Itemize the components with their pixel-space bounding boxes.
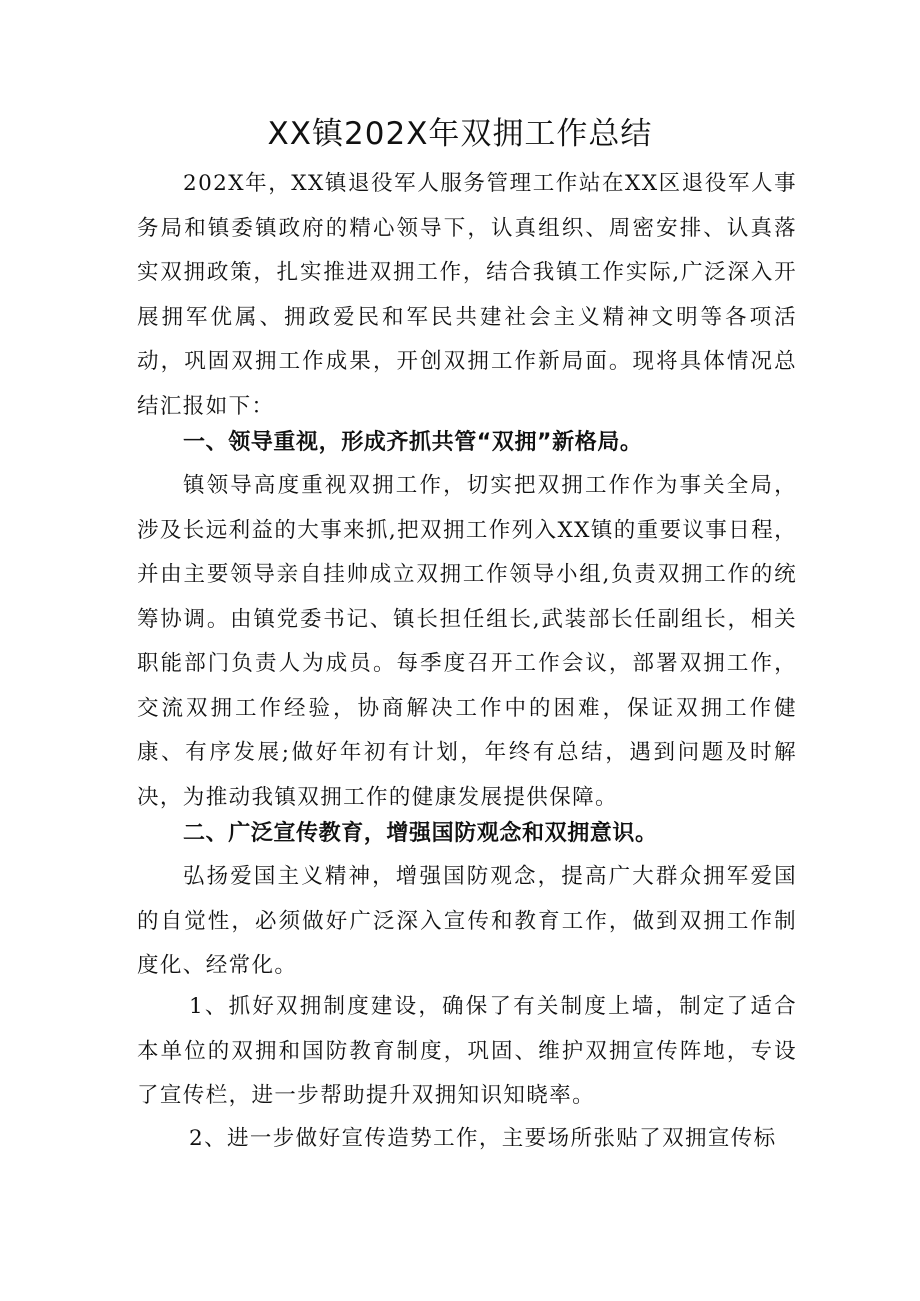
section-2-heading: 二、广泛宣传教育，增强国防观念和双拥意识。 bbox=[183, 821, 658, 846]
section-1-heading: 一、领导重视，形成齐抓共管“双拥”新格局。 bbox=[183, 430, 643, 455]
section-2-item-1: 1、抓好双拥制度建设，确保了有关制度上墙，制定了适合本单位的双拥和国防教育制度，巩固、维护双拥宣传阵地，专设了宣传栏，进一步帮助提升双拥知识知晓率。 bbox=[137, 994, 797, 1108]
intro-paragraph: 202X年，XX镇退役军人服务管理工作站在XX区退役军人事务局和镇委镇政府的精心领导下，认真组织、周密安排、认真落实双拥政策，扎实推进双拥工作，结合我镇工作实际,广泛深入开展拥军优属、拥政爱民和军民共建社会主义精神文明等各项活动，巩固双拥工作成果，开创双拥工作新局面。现将具体情况总结汇报如下： bbox=[137, 171, 797, 419]
section-1-paragraph: 镇领导高度重视双拥工作，切实把双拥工作作为事关全局，涉及长远利益的大事来抓,把双拥工作列入XX镇的重要议事日程，并由主要领导亲自挂帅成立双拥工作领导小组,负责双拥工作的统筹协调。由镇党委书记、镇长担任组长,武装部长任副组长，相关职能部门负责人为成员。每季度召开工作会议，部署双拥工作，交流双拥工作经验，协商解决工作中的困难，保证双拥工作健康、有序发展;做好年初有计划，年终有总结，遇到问题及时解决，为推动我镇双拥工作的健康发展提供保障。 bbox=[137, 473, 797, 810]
document-title: XX镇202X年双拥工作总结 bbox=[267, 116, 653, 152]
section-2-item-2: 2、进一步做好宣传造势工作，主要场所张贴了双拥宣传标 bbox=[189, 1126, 777, 1151]
section-2-paragraph: 弘扬爱国主义精神，增强国防观念，提高广大群众拥军爱国的自觉性，必须做好广泛深入宣传和教育工作，做到双拥工作制度化、经常化。 bbox=[137, 864, 797, 978]
